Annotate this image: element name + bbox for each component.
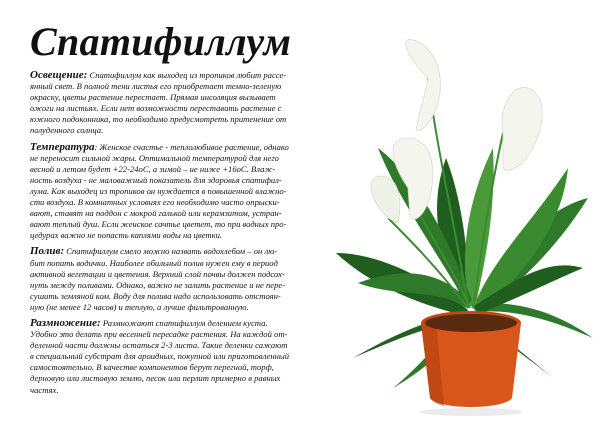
section-heading: Освещение: — [30, 69, 88, 81]
section-watering: Полив: Спатифиллум смело можно назвать водохлебом – он лю- бит попить водички. Наиболее обильный полив нужен ему в период активной вегетации и цветения. Верхний слой почвы должен подсох- нуть между поливами. Однако, важно не залить растение и не пере- сушить земляной ком. Воду для полива надо использовать отстоян- ную (не менее 12 часов) и теплую, а лучше фильтрованную. — [30, 245, 286, 312]
page-title: Спатифиллум — [30, 19, 292, 64]
flower-spathe — [406, 40, 441, 131]
flower-spathe — [502, 87, 542, 170]
plant-illustration — [318, 38, 600, 418]
section-heading: Температура — [30, 140, 95, 153]
section-temperature: Температура: Женское счастье - теплолюбивое растение, однако не переносит сильной жары. Оптимальной температурой для него весной и летом будет +22-24оС, а зимой – не ниже +16оС. Влаж- ность воздуха - не маловажный показатель для здоровья спатифил- лума. Как выходец из тропиков он нуждается в повышенной влажно- сти воздуха. В комнатных условиях его необходимо часто опрыски- вают, ставят на поддон с мокрой галькой или керамзитом, устран- вают теплый душ. Если женское сачтье цветет, то при водных про- цедурах важно не попасть каплями воды на цветки. — [30, 140, 289, 241]
section-lighting: Освещение: Спатифиллум как выходец из тропиков любит рассе- янный свет. В полной тени листья его приобретает темно-зеленую окраску, цветы растение перестает. Прямая инсоляция вызывает ожоги на листьях. Если нет возможности переставить растение с южного подоконника, то необходимо предусмотреть притенение от полуденного солнца. — [30, 69, 287, 136]
section-heading: Полив: — [30, 245, 65, 258]
pot — [419, 311, 523, 416]
section-heading: Размножение: — [30, 316, 101, 329]
section-propagation: Размножение: Размножают спатифиллум делением куста. Удобно это делать при весенней пересадке растения. На каждой от- деленной части должны остаться 2-3 листа. Такие деленки сажают в специальный субстрат для ароидных, покупной или приготовленный самостоятельно. В качестве компонентов берут перегной, торф, дерновую или листовую землю, песок или перлит примерно в равных частях. — [30, 316, 290, 395]
article-body — [30, 70, 360, 401]
